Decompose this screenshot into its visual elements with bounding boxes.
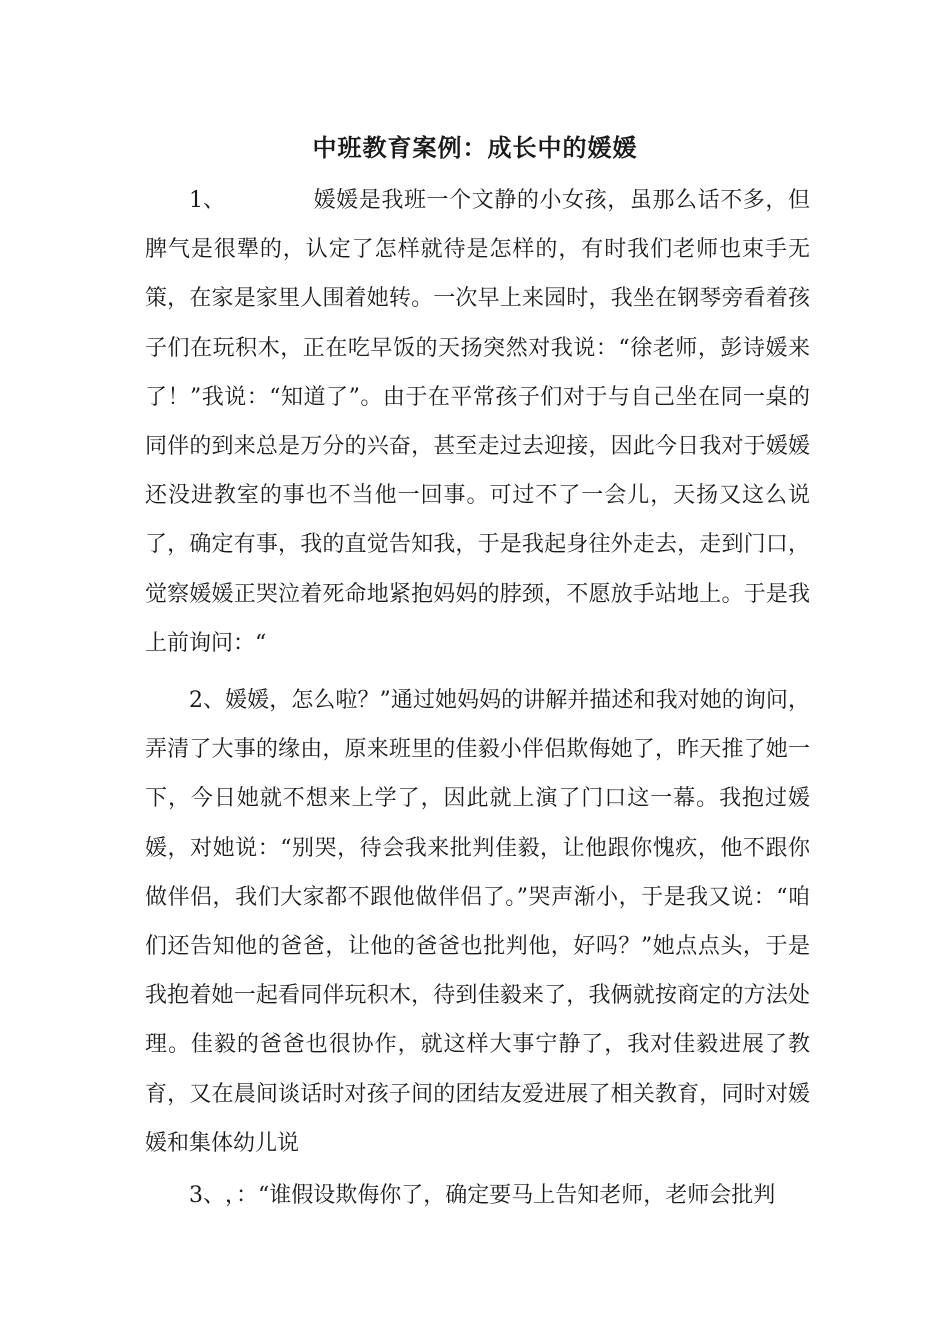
- paragraph-3: [145, 1171, 810, 1220]
- paragraph-number: 2、: [189, 688, 225, 713]
- paragraph-text: 媛媛是我班一个文静的小女孩，虽那么话不多，但脾气是很犟的，认定了怎样就待是怎样的，有时我们老师也束手无策，在家是家里人围着她转。一次早上来园时，我坐在钢琴旁看着孩子们在玩积木，正在吃早饭的天扬突然对我说：“徐老师，彭诗媛来了！”我说：“知道了”。由于在平常孩子们对于与自己坐在同一桌的同伴的到来总是万分的兴奋，甚至走过去迎接，因此今日我对于媛媛还没进教室的事也不当他一回事。可过不了一会儿，天扬又这么说了，确定有事，我的直觉告知我，于是我起身往外走去，走到门口，觉察媛媛正哭泣着死命地紧抱妈妈的脖颈，不愿放手站地上。于是我上前询问：“: [145, 188, 810, 656]
- paragraph-number: 3、: [189, 1183, 225, 1208]
- paragraph-number: 1、: [189, 188, 225, 213]
- paragraph-1: [145, 176, 810, 668]
- paragraph-2: [145, 676, 810, 1168]
- paragraph-text: 媛媛，怎么啦？”通过她妈妈的讲解并描述和我对她的询问，弄清了大事的缘由，原来班里的佳毅小伴侣欺侮她了，昨天推了她一下，今日她就不想来上学了，因此就上演了门口这一幕。我抱过媛媛，对她说：“别哭，待会我来批判佳毅，让他跟你愧疚，他不跟你做伴侣，我们大家都不跟他做伴侣了。”哭声渐小，于是我又说：“咱们还告知他的爸爸，让他的爸爸也批判他，好吗？”她点点头，于是我抱着她一起看同伴玩积木，待到佳毅来了，我俩就按商定的方法处理。佳毅的爸爸也很协作，就这样大事宁静了，我对佳毅进展了教育，又在晨间谈话时对孩子间的团结友爱进展了相关教育，同时对媛媛和集体幼儿说: [145, 688, 810, 1156]
- document-title: 中班教育案例：成长中的媛媛: [312, 133, 638, 162]
- paragraph-text: ，：“谁假设欺侮你了，确定要马上告知老师，老师会批判: [225, 1183, 776, 1208]
